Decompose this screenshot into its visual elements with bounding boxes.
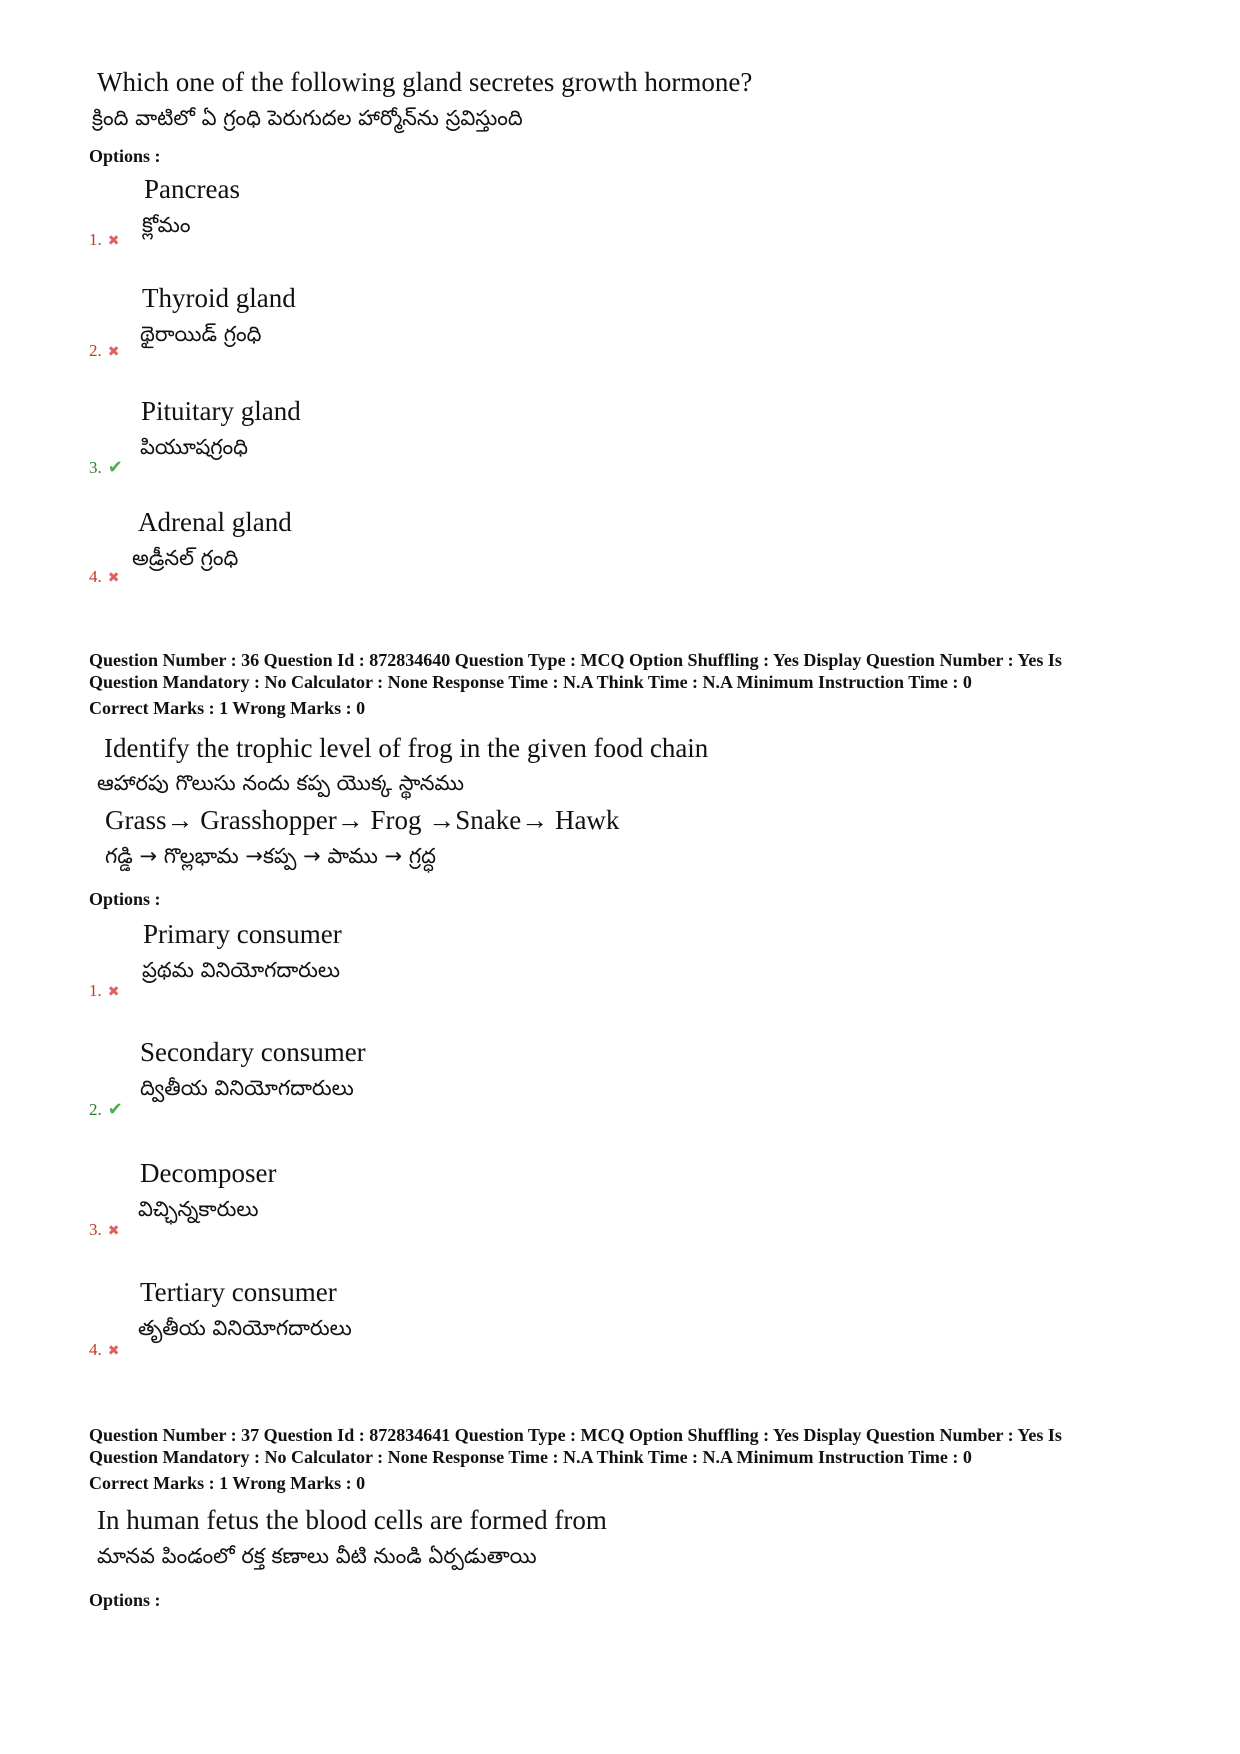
option-text-telugu: పియూషగ్రంధి: [140, 435, 249, 459]
q37-question-telugu: మానవ పిండంలో రక్త కణాలు వీటి నుండి ఏర్పడుతాయి: [97, 1544, 537, 1568]
q35-question-english: Which one of the following gland secretes growth hormone?: [97, 67, 753, 97]
option-number: 4. ✖: [89, 1340, 120, 1359]
q36-food-chain-english: Grass→ Grasshopper→ Frog →Snake→ Hawk: [105, 805, 620, 835]
option-text-english: Thyroid gland: [142, 283, 296, 313]
wrong-icon: ✖: [107, 1343, 120, 1359]
wrong-icon: ✖: [107, 233, 120, 249]
option-number: 4. ✖: [89, 567, 120, 586]
option-number: 2. ✔: [89, 1099, 123, 1120]
wrong-icon: ✖: [107, 984, 120, 1000]
q35-question-telugu: క్రింది వాటిలో ఏ గ్రంధి పెరుగుదల హార్మోన్‌ను స్రవిస్తుంది: [92, 106, 523, 130]
option-number: 2. ✖: [89, 341, 120, 360]
option-text-english: Pituitary gland: [141, 396, 301, 426]
option-number: 3. ✖: [89, 1220, 120, 1239]
option-text-telugu: విచ్ఛిన్నకారులు: [138, 1197, 259, 1221]
option-text-english: Secondary consumer: [140, 1037, 366, 1067]
option-text-telugu: అడ్రీనల్ గ్రంధి: [132, 546, 239, 570]
option-number: 3. ✔: [89, 457, 123, 478]
q36-meta-line3: Correct Marks : 1 Wrong Marks : 0: [89, 698, 366, 718]
q37-meta-line1: Question Number : 37 Question Id : 872834641 Question Type : MCQ Option Shuffling : Yes Display Question Number : Yes Is: [89, 1425, 1062, 1445]
q36-meta-line1: Question Number : 36 Question Id : 872834640 Question Type : MCQ Option Shuffling : Yes Display Question Number : Yes Is: [89, 650, 1062, 670]
q35-options-label: Options :: [89, 146, 161, 166]
option-text-telugu: థైరాయిడ్ గ్రంధి: [140, 322, 262, 346]
q37-options-label: Options :: [89, 1590, 161, 1610]
wrong-icon: ✖: [107, 1223, 120, 1239]
option-text-english: Decomposer: [140, 1158, 277, 1188]
check-icon: ✔: [107, 1099, 123, 1120]
q37-question-english: In human fetus the blood cells are formed from: [97, 1505, 607, 1535]
wrong-icon: ✖: [107, 344, 120, 360]
check-icon: ✔: [107, 457, 123, 478]
option-text-telugu: ద్వితీయ వినియోగదారులు: [140, 1076, 354, 1100]
q37-meta-line2: Question Mandatory : No Calculator : None Response Time : N.A Think Time : N.A Minimum Instruction Time : 0: [89, 1447, 972, 1467]
option-number: 1. ✖: [89, 230, 120, 249]
option-number: 1. ✖: [89, 981, 120, 1000]
option-text-telugu: క్లోమం: [142, 213, 191, 237]
option-text-english: Pancreas: [144, 174, 240, 204]
option-text-telugu: తృతీయ వినియోగదారులు: [138, 1316, 352, 1340]
q36-options-label: Options :: [89, 889, 161, 909]
option-text-telugu: ప్రథమ వినియోగదారులు: [142, 958, 341, 982]
q36-question-english: Identify the trophic level of frog in the given food chain: [104, 733, 709, 763]
wrong-icon: ✖: [107, 570, 120, 586]
option-text-english: Tertiary consumer: [140, 1277, 337, 1307]
option-text-english: Adrenal gland: [138, 507, 292, 537]
q36-meta-line2: Question Mandatory : No Calculator : None Response Time : N.A Think Time : N.A Minimum Instruction Time : 0: [89, 672, 972, 692]
q36-question-telugu: ఆహారపు గొలుసు నందు కప్ప యొక్క స్థానము: [97, 771, 464, 795]
q36-food-chain-telugu: గడ్డి → గొల్లభామ →కప్ప → పాము → గ్రద్ధ: [105, 844, 436, 868]
q37-meta-line3: Correct Marks : 1 Wrong Marks : 0: [89, 1473, 366, 1493]
option-text-english: Primary consumer: [143, 919, 342, 949]
